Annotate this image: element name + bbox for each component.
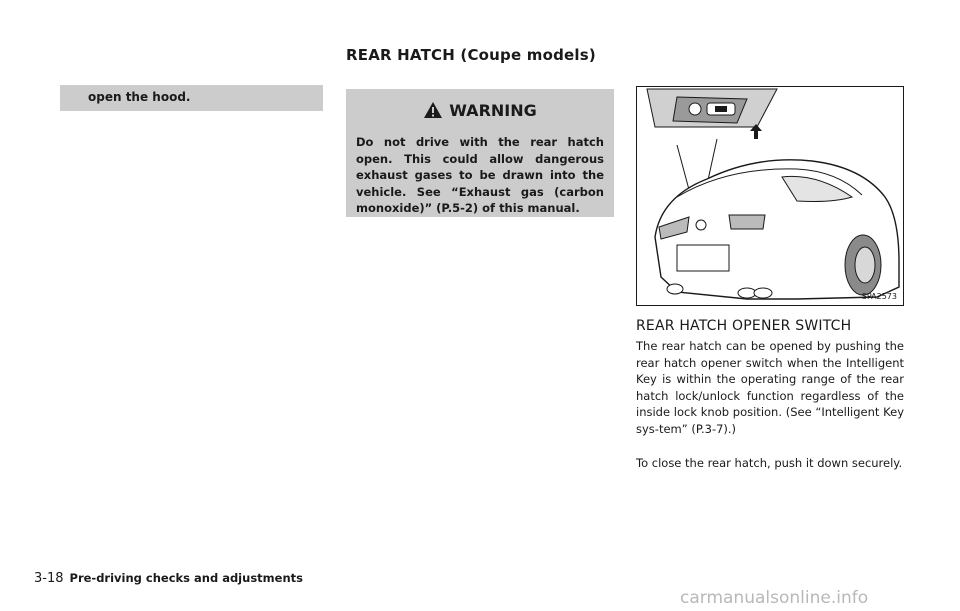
section-title: REAR HATCH (Coupe models): [346, 46, 596, 64]
car-rear-hatch-illustration: [637, 87, 903, 305]
warning-body: Do not drive with the rear hatch open. This could allow dangerous exhaust gases to be drawn into the vehicle. See “Exhaust gas (carbon monoxide)” (P.5-2) of this manual.: [356, 135, 604, 215]
watermark: carmanualsonline.info: [680, 588, 869, 608]
warning-heading: [346, 101, 614, 123]
figure-code: SPA2573: [861, 292, 897, 301]
rear-hatch-figure: [636, 86, 904, 306]
paragraph-close-hatch: To close the rear hatch, push it down securely.: [636, 456, 903, 470]
page-footer: [34, 571, 303, 586]
warning-title: WARNING: [449, 101, 537, 120]
paragraph-opener-switch: The rear hatch can be opened by pushing the rear hatch opener switch when the Intelligent Key is within the operating range of the rear hatch lock/unlock function regardless of the inside lock knob position. (See “Intelligent Key sys-tem” (P.3-7).): [636, 339, 904, 436]
warning-triangle-icon: [423, 101, 443, 123]
subheading: REAR HATCH OPENER SWITCH: [636, 318, 852, 334]
page-number: 3-18: [34, 571, 64, 586]
warning-box: [346, 89, 614, 217]
hood-note-text: open the hood.: [88, 90, 191, 104]
hood-note-box: [60, 85, 323, 111]
chapter-title: Pre-driving checks and adjustments: [69, 571, 303, 585]
